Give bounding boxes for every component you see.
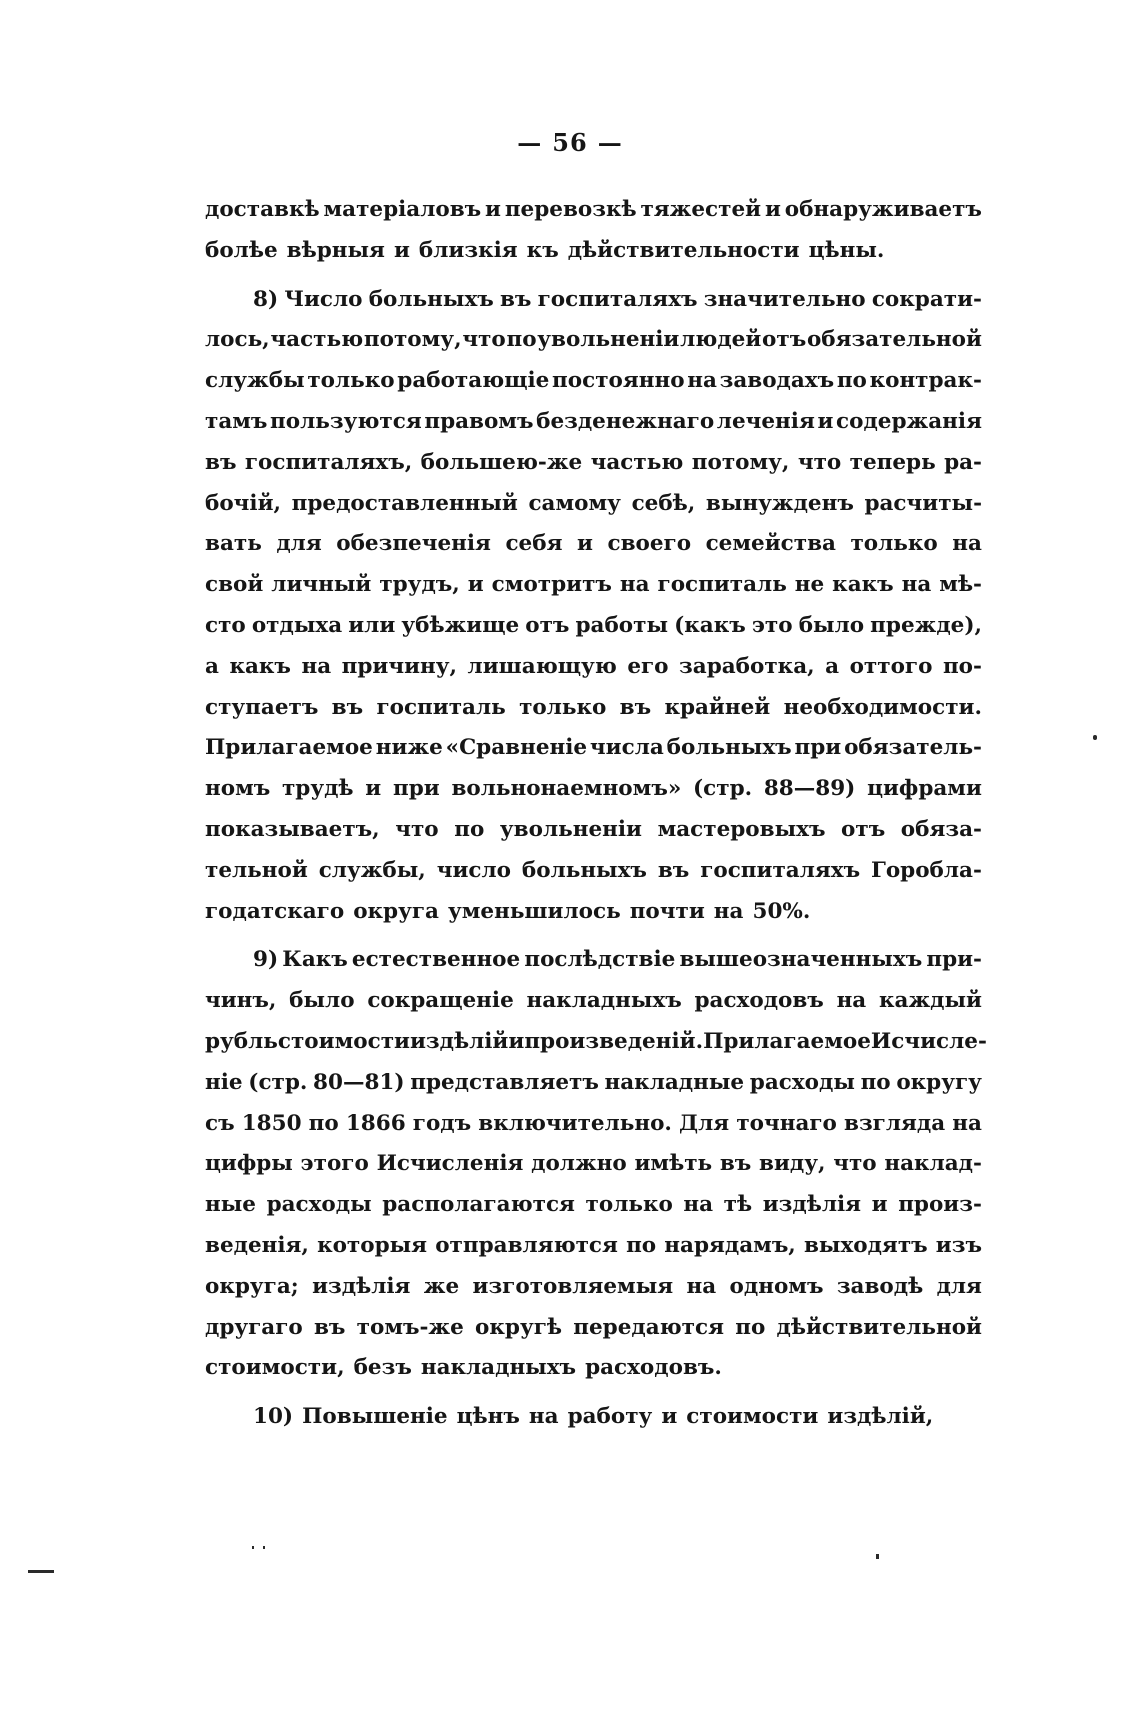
text-line: 8) Число больныхъ въ госпиталяхъ значительно сократи- — [253, 286, 982, 312]
text-line: доставкѣ матеріаловъ и перевозкѣ тяжестей и обнаруживаетъ — [205, 197, 982, 222]
page-number-value: 56 — [552, 128, 588, 157]
text-line: сто отдыха или убѣжище отъ работы (какъ это было прежде), — [205, 612, 982, 638]
text-line: въ госпиталяхъ, большею-же частью потому, что теперь ра- — [205, 449, 982, 475]
text-line: ные расходы располагаются только на тѣ издѣлія и произ- — [205, 1192, 982, 1218]
text-line: 9) Какъ естественное послѣдствіе вышеозначенныхъ при- — [253, 947, 982, 973]
paragraph-gap — [205, 932, 982, 940]
page-number-dash-right: — — [597, 128, 623, 157]
paragraph — [205, 280, 982, 933]
text-line: стоимости, безъ накладныхъ расходовъ. — [205, 1355, 722, 1381]
text-line: съ 1850 по 1866 годъ включительно. Для точнаго взгляда на — [205, 1110, 982, 1136]
body-text — [205, 190, 987, 1438]
paragraph-gap — [205, 272, 982, 280]
text-line: службы только работающіе постоянно на заводахъ по контрак- — [205, 368, 982, 394]
text-line: показываетъ, что по увольненіи мастеровыхъ отъ обяза- — [205, 816, 982, 842]
paragraph — [205, 190, 982, 272]
text-line: ніе (стр. 80—81) представляетъ накладные расходы по округу — [205, 1069, 982, 1095]
scan-speck — [263, 1546, 265, 1549]
text-line: цифры этого Исчисленія должно имѣть въ виду, что наклад- — [205, 1151, 982, 1177]
paragraph-gap — [205, 1389, 982, 1397]
text-line: вать для обезпеченія себя и своего семейства только на — [205, 531, 982, 557]
text-line: тамъ пользуются правомъ безденежнаго леченія и содержанія — [205, 408, 982, 434]
text-line: 10) Повышеніе цѣнъ на работу и стоимости издѣлій, — [253, 1404, 934, 1430]
text-line: а какъ на причину, лишающую его заработка, а оттого по- — [205, 653, 982, 679]
text-line: годатскаго округа уменьшилось почти на 50%. — [205, 898, 811, 924]
text-line: тельной службы, число больныхъ въ госпиталяхъ Горобла- — [205, 857, 982, 883]
text-line: ступаетъ въ госпиталь только въ крайней необходимости. — [205, 694, 982, 720]
text-line: свой личный трудъ, и смотритъ на госпиталь не какъ на мѣ- — [205, 572, 982, 598]
text-line: веденія, которыя отправляются по нарядамъ, выходятъ изъ — [205, 1232, 982, 1258]
text-line: лось, частью потому, что по увольненіи людей отъ обязательной — [205, 327, 982, 353]
paragraph — [205, 1397, 982, 1438]
scan-speck — [252, 1546, 254, 1549]
text-line: номъ трудѣ и при вольнонаемномъ» (стр. 88—89) цифрами — [205, 776, 982, 802]
scan-dash-mark — [28, 1570, 54, 1573]
paragraph — [205, 940, 987, 1389]
page-number — [0, 128, 1140, 157]
text-line: округа; издѣлія же изготовляемыя на одномъ заводѣ для — [205, 1273, 982, 1299]
text-line: чинъ, было сокращеніе накладныхъ расходовъ на каждый — [205, 988, 982, 1014]
text-line: Прилагаемое ниже «Сравненіе числа больныхъ при обязатель- — [205, 735, 982, 761]
page-number-dash-left: — — [517, 128, 543, 157]
scan-speck — [876, 1554, 879, 1559]
scan-speck — [1093, 735, 1097, 740]
text-line: рубль стоимости издѣлій и произведеній. Прилагаемое Исчисле- — [205, 1028, 987, 1054]
text-line: бочій, предоставленный самому себѣ, вынужденъ расчиты- — [205, 490, 982, 516]
text-line: другаго въ томъ-же округѣ передаются по дѣйствительной — [205, 1314, 982, 1340]
text-line: болѣе вѣрныя и близкія къ дѣйствительности цѣны. — [205, 237, 885, 263]
